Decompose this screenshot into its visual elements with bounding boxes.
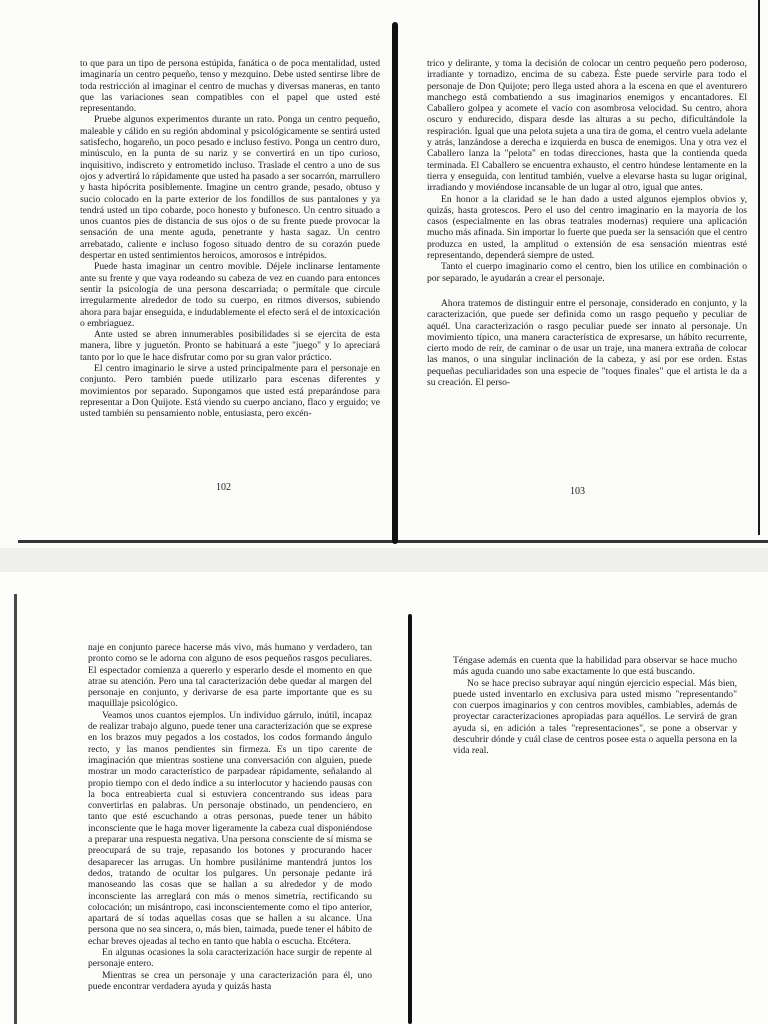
paragraph: Mientras se crea un personaje y una caracterización para él, uno puede encontrar verdadera ayuda y quizás hasta bbox=[88, 969, 372, 992]
paragraph: Pruebe algunos experimentos durante un rato. Ponga un centro pequeño, maleable y cálido en su región abdominal y psicológicamente se sentirá usted satisfecho, hogareño, un poco pesado e incluso festivo. Ponga un centro duro, minúsculo, en la punta de su nariz y se convertirá en un tipo curioso, inquisitivo, indiscreto y entrometido incluso. Traslade el centro a uno de sus ojos y advertirá lo rápidamente que usted ha pasado a ser socarrón, marrullero y hasta hipócrita posiblemente. Imagine un centro grande, pesado, obtuso y sucio colocado en la parte exterior de los fondillos de sus pantalones y ya tendrá usted un tipo cobarde, poco honesto y bufonesco. Un centro situado a unos cuantos pies de distancia de sus ojos o de su frente puede provocar la sensación de una mente aguda, penetrante y hasta sagaz. Un centro arrebatado, caliente e incluso fogoso situado dentro de su corazón puede despertar en usted sentimientos heroicos, amorosos e intrépidos. bbox=[80, 114, 380, 262]
paragraph: to que para un tipo de persona estúpida, fanática o de poca mentalidad, usted imaginaría un centro pequeño, tenso y mezquino. Debe usted sentirse libre de toda restricción al imaginar el centro de muchas y diversas maneras, en tanto que las variaciones sean compatibles con el papel que usted esté representando. bbox=[80, 58, 380, 115]
paragraph: El centro imaginario le sirve a usted principalmente para el personaje en conjunto. Pero también puede utilizarlo para escenas diferentes y movimientos por separado. Supongamos que usted está preparándose para representar a Don Quijote. Está viendo su cuerpo anciano, flaco y erguido; ve usted también su pensamiento noble, entusiasta, pero excén- bbox=[80, 363, 380, 420]
paragraph: trico y delirante, y toma la decisión de colocar un centro pequeño pero poderoso, irradiante y tornadizo, encima de su cabeza. Éste puede servirle para todo el personaje de Don Quijote; pero llega usted ahora a la escena en que el aventurero manchego está combatiendo a sus imaginarios enemigos y encantadores. El Caballero golpea y acomete el vacío con asombrosa velocidad. Su centro, ahora oscuro y endurecido, dispara desde las alturas a su pecho, dificultándole la respiración. Igual que una pelota sujeta a una tira de goma, el centro vuela adelante y atrás, lanzándose a derecha e izquierda en busca de enemigos. Una y otra vez el Caballero lanza la "pelota" en todas direcciones, hasta que la contienda queda terminada. El Caballero se encuentra exhausto, el centro húndese lentamente en la tierra y enseguida, con lentitud también, vuelve a elevarse hasta su lugar original, irradiando y moviéndose incansable de un lugar al otro, igual que antes. bbox=[427, 58, 747, 194]
page-edge-line bbox=[18, 540, 768, 543]
paragraph: En algunas ocasiones la sola caracterización hace surgir de repente al personaje entero. bbox=[88, 947, 372, 970]
page-number: 103 bbox=[570, 486, 585, 497]
page-bottom-left bbox=[88, 642, 372, 992]
top-spine-shadow bbox=[392, 22, 398, 544]
paragraph: Ante usted se abren innumerables posibilidades si se ejercita de esta manera, libre y juguetón. Pronto se habituará a este "juego" y lo apreciará tanto por lo que le hace disfrutar como por su gran valor práctico. bbox=[80, 329, 380, 363]
paragraph: Téngase además en cuenta que la habilidad para observar se hace mucho más aguda cuando uno sabe exactamente lo que está buscando. bbox=[453, 655, 737, 678]
paragraph: En honor a la claridad se le han dado a usted algunos ejemplos obvios y, quizás, hasta grotescos. Pero el uso del centro imaginario en la mayoría de los casos (especialmente en las obras teatrales modernas) requiere una aplicación mucho más afinada. Sin importar lo fuerte que pueda ser la sensación que el centro produzca en usted, la amplitud o extensión de esa sensación mientras esté representando, dependerá siempre de usted. bbox=[427, 193, 747, 262]
left-page-edge bbox=[14, 594, 17, 1024]
paragraph: Puede hasta imaginar un centro movible. Déjele inclinarse lentamente ante su frente y que vaya rodeando su cabeza de vez en cuando para entonces sentir la psicología de una persona descarriada; o permítale que circule irregularmente alrededor de todo su cuerpo, en ritmos diversos, subiendo ahora para bajar enseguida, e indudablemente el efecto será el de intoxicación o embriaguez. bbox=[80, 261, 380, 329]
paragraph: No se hace preciso subrayar aquí ningún ejercicio especial. Más bien, puede usted inventarlo en exclusiva para usted mismo "representando" con cuerpos imaginarios y con centros movibles, cambiables, además de proyectar caracterizaciones apropiadas para aquéllos. Le servirá de gran ayuda si, en adición a tales "representaciones", se pone a observar y descubrir dónde y cuál clase de centros posee esta o aquella persona en la vida real. bbox=[453, 677, 737, 757]
bottom-spine-shadow bbox=[408, 614, 412, 1024]
page-103 bbox=[427, 58, 747, 388]
scan-gap bbox=[0, 548, 768, 572]
page-bottom-right bbox=[453, 655, 737, 757]
paragraph: Tanto el cuerpo imaginario como el centro, bien los utilice en combinación o por separado, le ayudarán a crear el personaje. bbox=[427, 261, 747, 284]
paragraph: Veamos unos cuantos ejemplos. Un individuo gárrulo, inútil, incapaz de realizar trabajo alguno, puede tener una caracterización que se exprese en los brazos muy pegados a los costados, los codos formando ángulo recto, y las manos pendientes sin firmeza. Es un tipo carente de imaginación que mientras sostiene una conversación con alguien, puede mostrar un modo característico de parpadear rápidamente, señalando al propio tiempo con el dedo índice a su interlocutor y haciendo pausas con la boca entreabierta cual si estuviera concentrando sus ideas para convertirlas en palabras. Un personaje obstinado, un pendenciero, en tanto que esté escuchando a otras personas, puede tener un hábito inconsciente que le haga mover ligeramente la cabeza cual disponiéndose a preparar una respuesta negativa. Una persona consciente de sí misma se preocupará de su traje, repasando los botones y procurando hacer desaparecer las arrugas. Un hombre pusilánime mantendrá juntos los dedos, tratando de ocultar los pulgares. Un personaje pedante irá manoseando las cosas que se hallan a su alrededor y de modo inconsciente las arreglará con más o menos simetría, rectificando su colocación; un misántropo, casi inconscientemente como el tipo anterior, apartará de sí todas aquellas cosas que se hallen a su alcance. Una persona que no sea sincera, o, más bien, taimada, puede tener el hábito de echar breves ojeadas al techo en tanto que habla o escucha. Etcétera. bbox=[88, 709, 372, 947]
page-number: 102 bbox=[216, 482, 231, 493]
page-102 bbox=[80, 58, 380, 420]
paragraph: naje en conjunto parece hacerse más vivo, más humano y verdadero, tan pronto como se le adorna con alguno de esos pequeños rasgos peculiares. El espectador comienza a quererlo y esperarlo desde el momento en que atrae su atención. Pero una tal caracterización debe quedar al margen del personaje en conjunto, y derivarse de esa parte importante que es su maquillaje psicológico. bbox=[88, 642, 372, 710]
right-page-edge bbox=[758, 0, 760, 535]
paragraph: Ahora tratemos de distinguir entre el personaje, considerado en conjunto, y la caracterización, que puede ser definida como un rasgo pequeño y peculiar de aquél. Una caracterización o rasgo peculiar puede ser innato al personaje. Un movimiento típico, una manera característica de expresarse, un hábito recurrente, cierto modo de reír, de caminar o de usar un traje, una manera extraña de colocar las manos, o una singular inclinación de la cabeza, y así por ese orden. Estas pequeñas peculiaridades son una especie de "toques finales" que el artista le da a su creación. El perso- bbox=[427, 297, 747, 389]
